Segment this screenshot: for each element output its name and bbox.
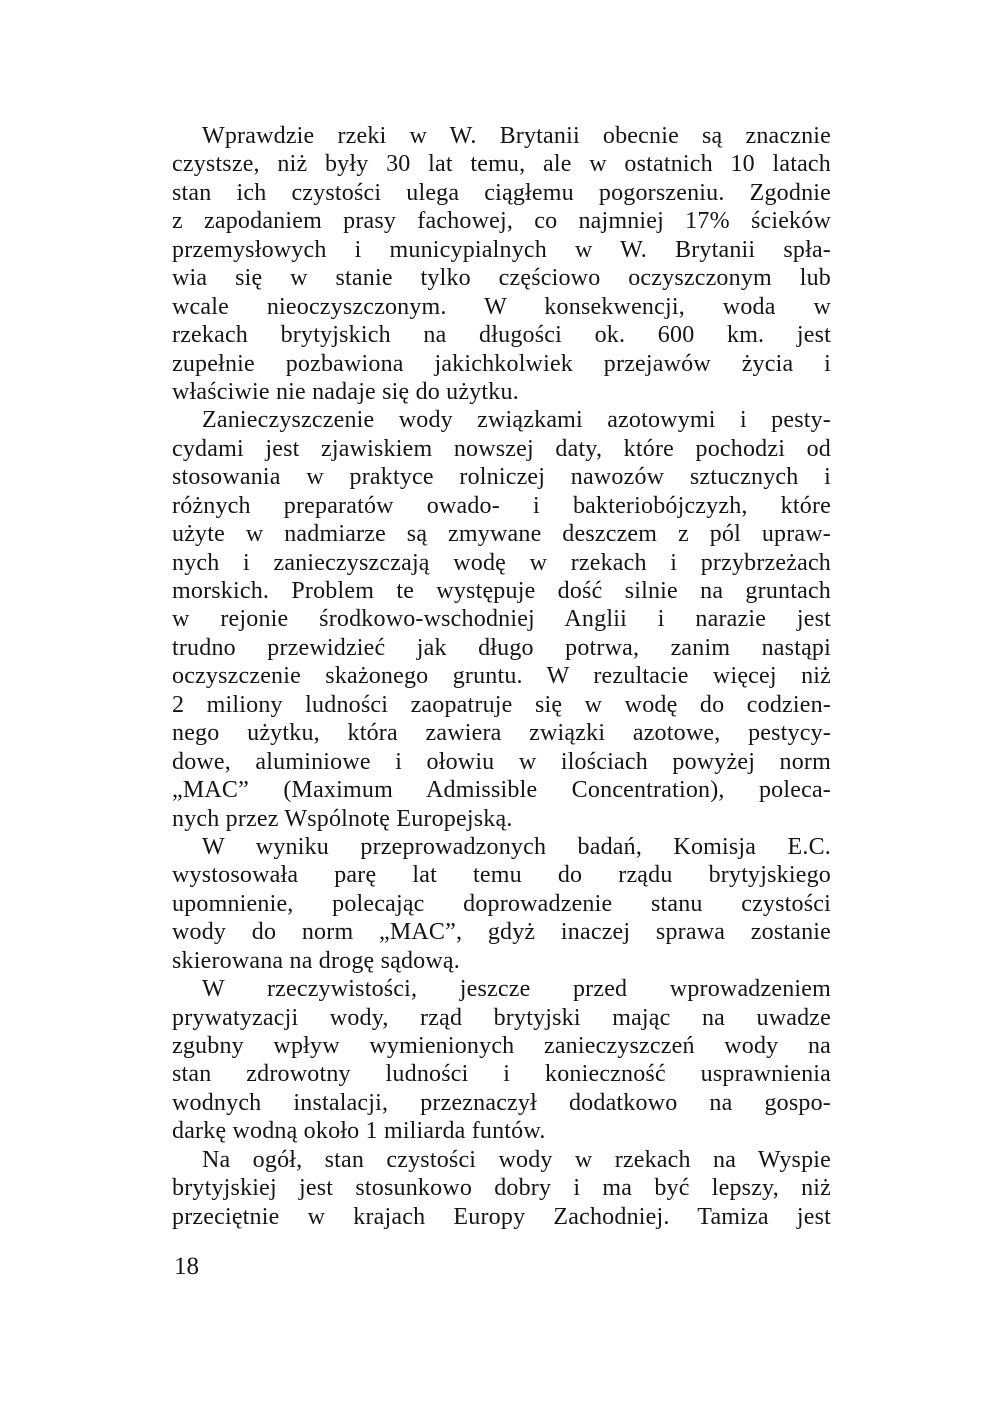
text-line: różnych preparatów owado- i bakteriobójczyzh, które (172, 492, 831, 519)
text-line: Wprawdzie rzeki w W. Brytanii obecnie są znacznie (202, 123, 831, 149)
text-line: wia się w stanie tylko częściowo oczyszczonym lub (172, 265, 831, 292)
text-line: W rzeczywistości, jeszcze przed wprowadzeniem (202, 976, 831, 1003)
paragraph-2 (172, 406, 831, 833)
text-line: przeciętnie w krajach Europy Zachodniej. Tamiza jest (172, 1203, 831, 1230)
paragraph-3 (172, 833, 831, 975)
text-line: zgubny wpływ wymienionych zanieczyszczeń wody na (172, 1033, 831, 1059)
text-line: użyte w nadmiarze są zmywane deszczem z pól upraw- (172, 521, 831, 548)
text-line: z zapodaniem prasy fachowej, co najmniej 17% ścieków (172, 208, 831, 235)
text-line: nych przez Wspólnotę Europejską. (172, 805, 513, 832)
text-line: oczyszczenie skażonego gruntu. W rezultacie więcej niż (172, 663, 831, 690)
text-line: rzekach brytyjskich na długości ok. 600 km. jest (172, 322, 831, 349)
text-line: cydami jest zjawiskiem nowszej daty, które pochodzi od (172, 435, 831, 462)
text-line: wystosowała parę lat temu do rządu brytyjskiego (172, 862, 831, 889)
text-line: nych i zanieczyszczają wodę w rzekach i przybrzeżach (172, 549, 831, 576)
text-line: brytyjskiej jest stosunkowo dobry i ma być lepszy, niż (172, 1175, 831, 1202)
text-line: upomnienie, polecając doprowadzenie stanu czystości (172, 890, 831, 917)
text-line: Na ogół, stan czystości wody w rzekach na Wyspie (202, 1146, 831, 1173)
text-line: dowe, aluminiowe i ołowiu w ilościach powyżej norm (172, 748, 831, 775)
text-line: darkę wodną około 1 miliarda funtów. (172, 1118, 546, 1145)
text-line: zupełnie pozbawiona jakichkolwiek przejawów życia i (172, 350, 831, 377)
text-line: prywatyzacji wody, rząd brytyjski mając na uwadze (172, 1004, 831, 1031)
text-line: morskich. Problem te występuje dość silnie na gruntach (172, 578, 831, 604)
text-line: przemysłowych i municypialnych w W. Brytanii spła- (172, 236, 831, 263)
text-line: w rejonie środkowo-wschodniej Anglii i narazie jest (172, 606, 831, 633)
text-line: 2 miliony ludności zaopatruje się w wodę do codzien- (172, 691, 831, 718)
paragraph-4 (172, 975, 831, 1146)
text-line: stan ich czystości ulega ciągłemu pogorszeniu. Zgodnie (172, 179, 831, 206)
text-line: skierowana na drogę sądową. (172, 947, 460, 974)
text-line: W wyniku przeprowadzonych badań, Komisja E.C. (202, 833, 831, 860)
text-line: wody do norm „MAC”, gdyż inaczej sprawa zostanie (172, 919, 831, 946)
paragraph-1 (172, 122, 831, 406)
text-line: właściwie nie nadaje się do użytku. (172, 378, 519, 405)
text-line: wcale nieoczyszczonym. W konsekwencji, woda w (172, 293, 831, 320)
text-line: stan zdrowotny ludności i konieczność usprawnienia (172, 1061, 831, 1088)
text-line: trudno przewidzieć jak długo potrwa, zanim nastąpi (172, 634, 831, 661)
text-line: stosowania w praktyce rolniczej nawozów sztucznych i (172, 464, 831, 491)
page-number: 18 (174, 1253, 199, 1280)
text-line: wodnych instalacji, przeznaczył dodatkowo na gospo- (172, 1089, 831, 1116)
paragraph-5 (172, 1146, 831, 1231)
text-line: „MAC” (Maximum Admissible Concentration), poleca- (172, 777, 831, 804)
text-line: nego użytku, która zawiera związki azotowe, pestycy- (172, 720, 831, 747)
body-text (172, 122, 831, 1231)
text-line: czystsze, niż były 30 lat temu, ale w ostatnich 10 latach (172, 151, 831, 178)
text-line: Zanieczyszczenie wody związkami azotowymi i pesty- (202, 407, 831, 434)
